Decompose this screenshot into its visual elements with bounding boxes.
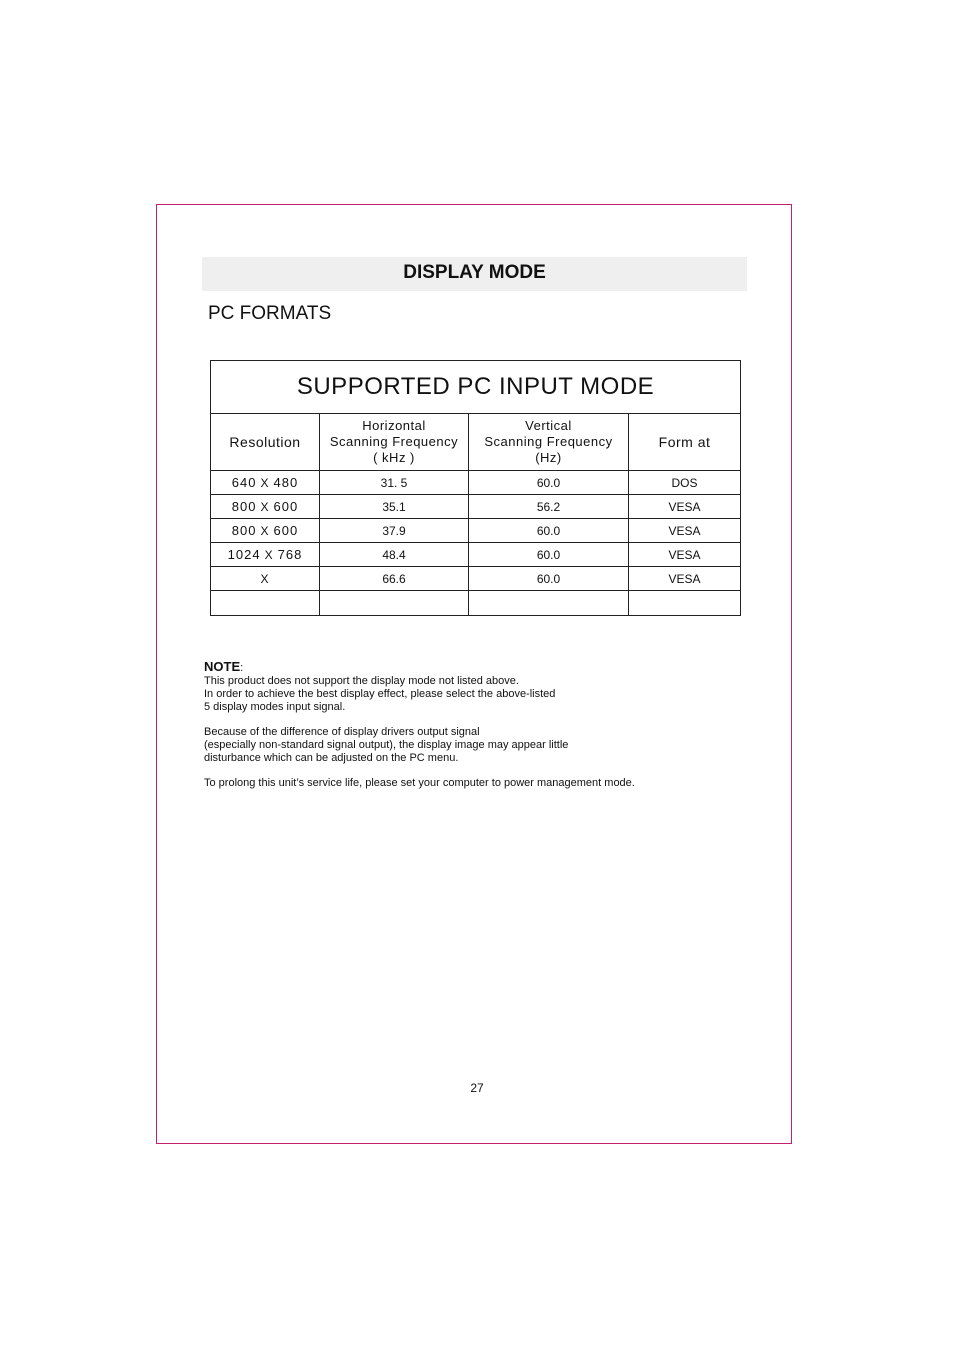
subsection-title: PC FORMATS — [208, 303, 332, 324]
table-row — [211, 471, 741, 495]
table-row — [211, 519, 741, 543]
section-title: DISPLAY MODE — [403, 262, 546, 283]
note-paragraph-2: Because of the difference of display drivers output signal (especially non-standard signal output), the display image may appear little disturbance which can be adjusted on the PC menu. — [204, 726, 569, 764]
format-cell: VESA — [629, 543, 741, 567]
note-label: NOTE — [204, 659, 241, 674]
vertical-frequency-cell: 60.0 — [469, 543, 629, 567]
resolution-cell: 800 X 600 — [211, 495, 320, 519]
note-paragraph-3: To prolong this unit’s service life, please set your computer to power management mode. — [204, 777, 635, 789]
format-cell: VESA — [629, 519, 741, 543]
resolution-cell: 1024 X 768 — [211, 543, 320, 567]
pc-input-mode-table — [210, 360, 741, 616]
horizontal-frequency-cell: 48.4 — [320, 543, 469, 567]
resolution-cell: 800 X 600 — [211, 519, 320, 543]
column-header-resolution: Resolution — [211, 414, 320, 471]
section-title-bar — [202, 257, 747, 291]
format-cell: VESA — [629, 495, 741, 519]
table-row — [211, 543, 741, 567]
resolution-cell: 640 X 480 — [211, 471, 320, 495]
horizontal-frequency-cell: 31. 5 — [320, 471, 469, 495]
table-caption: SUPPORTED PC INPUT MODE — [211, 361, 741, 414]
column-header-format: Form at — [629, 414, 741, 471]
resolution-cell: X — [211, 567, 320, 591]
column-header-horizontal: Horizontal Scanning Frequency ( kHz ) — [320, 414, 469, 471]
horizontal-frequency-cell: 37.9 — [320, 519, 469, 543]
column-header-vertical: Vertical Scanning Frequency (Hz) — [469, 414, 629, 471]
vertical-frequency-cell: 60.0 — [469, 567, 629, 591]
horizontal-frequency-cell: 35.1 — [320, 495, 469, 519]
note-paragraph-1: This product does not support the display mode not listed above. In order to achieve the best display effect, please select the above-listed 5 display modes input signal. — [204, 675, 556, 713]
vertical-frequency-cell: 60.0 — [469, 519, 629, 543]
table-row — [211, 567, 741, 591]
note-block: NOTE: This product does not support the display mode not listed above. In order to achieve the best display effect, please select the above-listed 5 display modes input signal. Because of the difference of display drivers output signal (especially non-standard signal output), the display image may appear little disturbance which can be adjusted on the PC menu. To prolong this unit’s service life, please set your computer to power management mode. — [204, 660, 764, 802]
vertical-frequency-cell: 56.2 — [469, 495, 629, 519]
format-cell: VESA — [629, 567, 741, 591]
page-number: 27 — [470, 1081, 484, 1095]
vertical-frequency-cell: 60.0 — [469, 471, 629, 495]
horizontal-frequency-cell: 66.6 — [320, 567, 469, 591]
table-row-empty — [211, 591, 741, 616]
format-cell: DOS — [629, 471, 741, 495]
table-row — [211, 495, 741, 519]
